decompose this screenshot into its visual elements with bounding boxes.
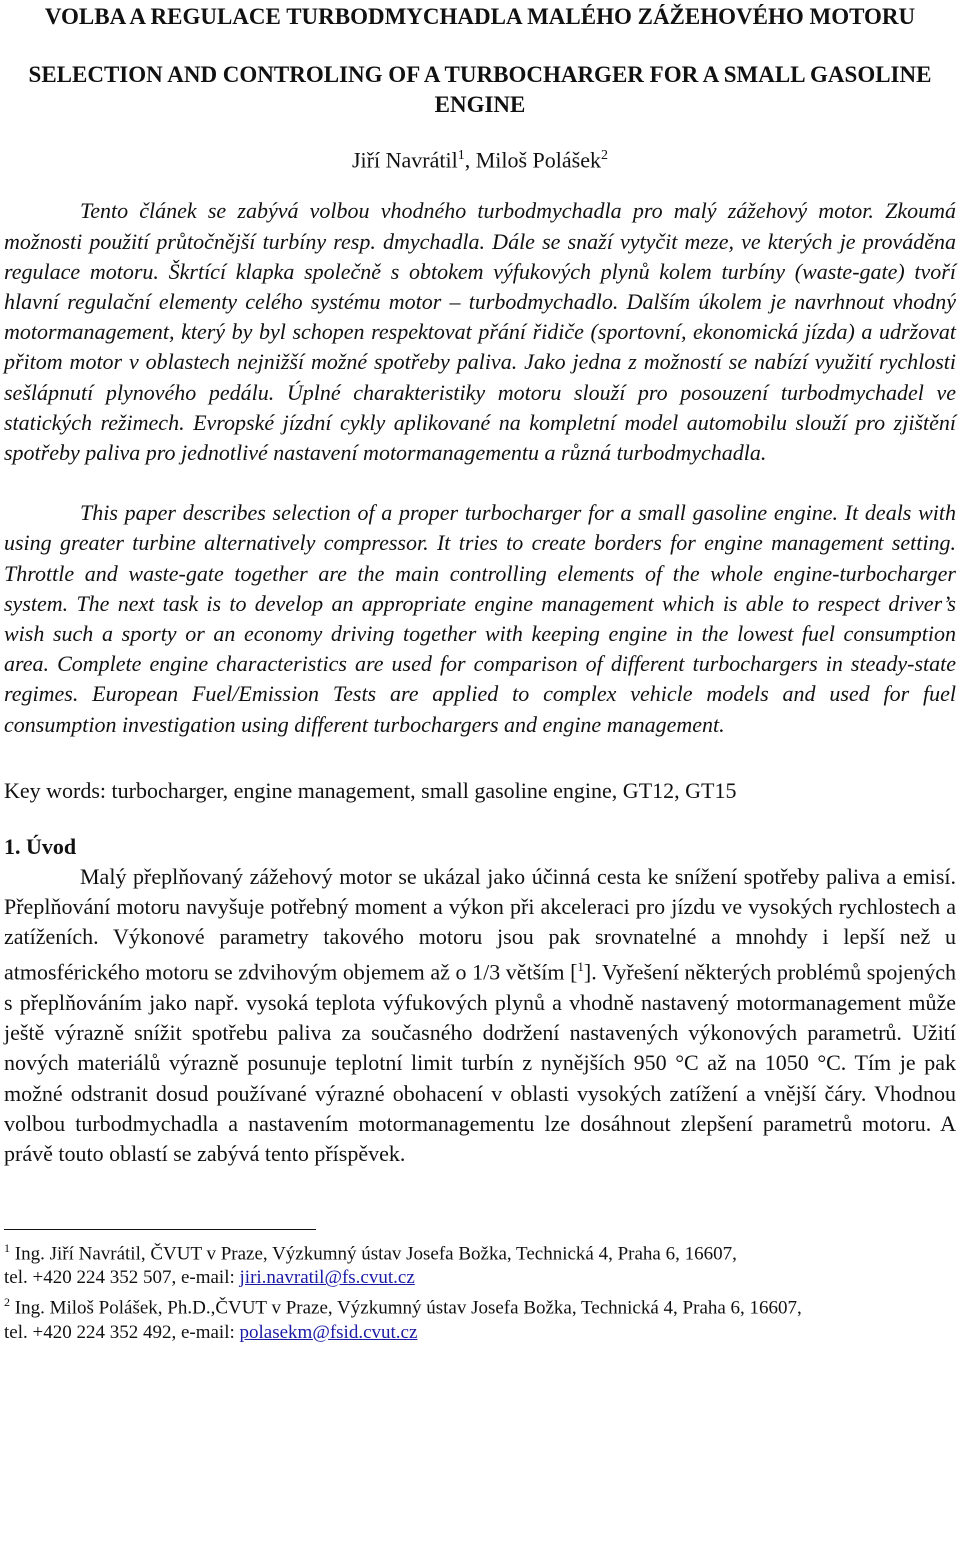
title-czech: VOLBA A REGULACE TURBODMYCHADLA MALÉHO ZÁŽEHOVÉHO MOTORU: [44, 4, 916, 29]
footnote-1-mark: 1: [4, 1241, 10, 1256]
footnote-1-email-link[interactable]: jiri.navratil@fs.cvut.cz: [239, 1267, 415, 1289]
section-1-paragraph: [4, 862, 956, 1169]
abstract-english: [4, 498, 956, 740]
abstract-english-text: This paper describes selection of a proper turbocharger for a small gasoline engine. It deals with using greater turbine alternatively compressor. It tries to create borders for engine management setting. Throttle and waste-gate together are the main controlling elements of the whole engine-turbocharger system. The next task is to develop an appropriate engine management which is able to respect driver’s wish such a sporty or an economy driving together with keeping engine in the lowest fuel consumption area. Complete engine characteristics are used for comparison of different turbochargers in steady-state regimes. European Fuel/Emission Tests are applied to complex vehicle models and used for fuel consumption investigation using different turbochargers and engine management.: [4, 500, 956, 737]
footnote-divider: [4, 1229, 316, 1230]
author-2-footnote-mark: 2: [601, 148, 608, 163]
footnote-2-mark: 2: [4, 1295, 10, 1310]
paper-page: [4, 0, 956, 1345]
section-1-heading: 1. Úvod: [4, 833, 77, 859]
footnote-1-affiliation: Ing. Jiří Navrátil, ČVUT v Praze, Výzkumný ústav Josefa Božka, Technická 4, Praha 6, 16607,: [14, 1243, 737, 1265]
section-1-text-part-1: Malý přeplňovaný zážehový motor se ukázal jako účinná cesta ke snížení spotřeby paliva a emisí. Přeplňování motoru navyšuje potřebný moment a výkon při akceleraci pro jízdu ve vysokých rychlostech a zatíženích. Výkonové parametry takového motoru jsou pak srovnatelné a mnohdy i lepší než u atmosférického motoru se zdvihovým objemem až o 1/3 větším [: [4, 863, 956, 985]
author-1-footnote-mark: 1: [457, 148, 465, 163]
abstract-czech: [4, 196, 956, 468]
footnote-1: [4, 1236, 956, 1290]
footnote-1-contact: tel. +420 224 352 507, e-mail:: [4, 1267, 240, 1289]
footnote-2-email-link[interactable]: polasekm@fsid.cvut.cz: [239, 1321, 418, 1343]
footnote-2-line-1: [4, 1290, 956, 1320]
title-english: SELECTION AND CONTROLING OF A TURBOCHARGER FOR A SMALL GASOLINE ENGINE: [28, 62, 932, 117]
footnote-1-line-1: [4, 1236, 956, 1266]
footnote-1-line-2: [4, 1266, 956, 1290]
author-1-name: Jiří Navrátil: [352, 147, 458, 173]
authors-line: [4, 142, 956, 174]
footnote-2-line-2: [4, 1321, 956, 1345]
footnote-2-affiliation: Ing. Miloš Polášek, Ph.D.,ČVUT v Praze, Výzkumný ústav Josefa Božka, Technická 4, Praha 6, 16607,: [14, 1297, 802, 1319]
keywords: Key words: turbocharger, engine management, small gasoline engine, GT12, GT15: [4, 777, 737, 803]
footnotes: [4, 1236, 956, 1345]
section-1-text-part-2: ]. Vyřešení některých problémů spojených s přeplňováním jako např. vysoká teplota výfukových plynů a vhodně nastavený motormanagement může ještě výrazně snížit spotřebu paliva za současného dodržení nastavených výkonových parametrů. Užití nových materiálů výrazně posunuje teplotní limit turbín z nynějších 950 °C až na 1050 °C. Tím je pak možné odstranit dosud používané výrazné obohacení v oblasti vysokých zatížení a vnější čáry. Vhodnou volbou turbodmychadla a nastavením motormanagementu lze dosáhnout zlepšení parametrů motoru. A právě touto oblastí se zabývá tento příspěvek.: [4, 959, 956, 1166]
footnote-2-contact: tel. +420 224 352 492, e-mail:: [4, 1321, 240, 1343]
author-2-name: Miloš Polášek: [475, 147, 601, 173]
reference-mark: 1: [577, 959, 584, 975]
footnote-2: [4, 1290, 956, 1344]
author-separator: ,: [464, 147, 476, 173]
abstract-czech-text: Tento článek se zabývá volbou vhodného turbodmychadla pro malý zážehový motor. Zkoumá možnosti použití průtočnější turbíny resp. dmychadla. Dále se snaží vytyčit meze, ve kterých je prováděna regulace motoru. Škrtící klapka společně s obtokem výfukových plynů kolem turbíny (waste-gate) tvoří hlavní regulační elementy celého systému motor – turbodmychadlo. Dalším úkolem je navrhnout vhodný motormanagement, který by byl schopen respektovat přání řidiče (sportovní, ekonomická jízda) a udržovat přitom motor v oblastech nejnižší možné spotřeby paliva. Jako jedna z možností se nabízí využití rychlosti sešlápnutí plynového pedálu. Úplné charakteristiky motoru slouží pro posouzení turbodmychadel ve statických režimech. Evropské jízdní cykly aplikované na kompletní model automobilu slouží pro zjištění spotřeby paliva pro jednotlivé nastavení motormanagementu a různá turbodmychadla.: [4, 198, 956, 465]
